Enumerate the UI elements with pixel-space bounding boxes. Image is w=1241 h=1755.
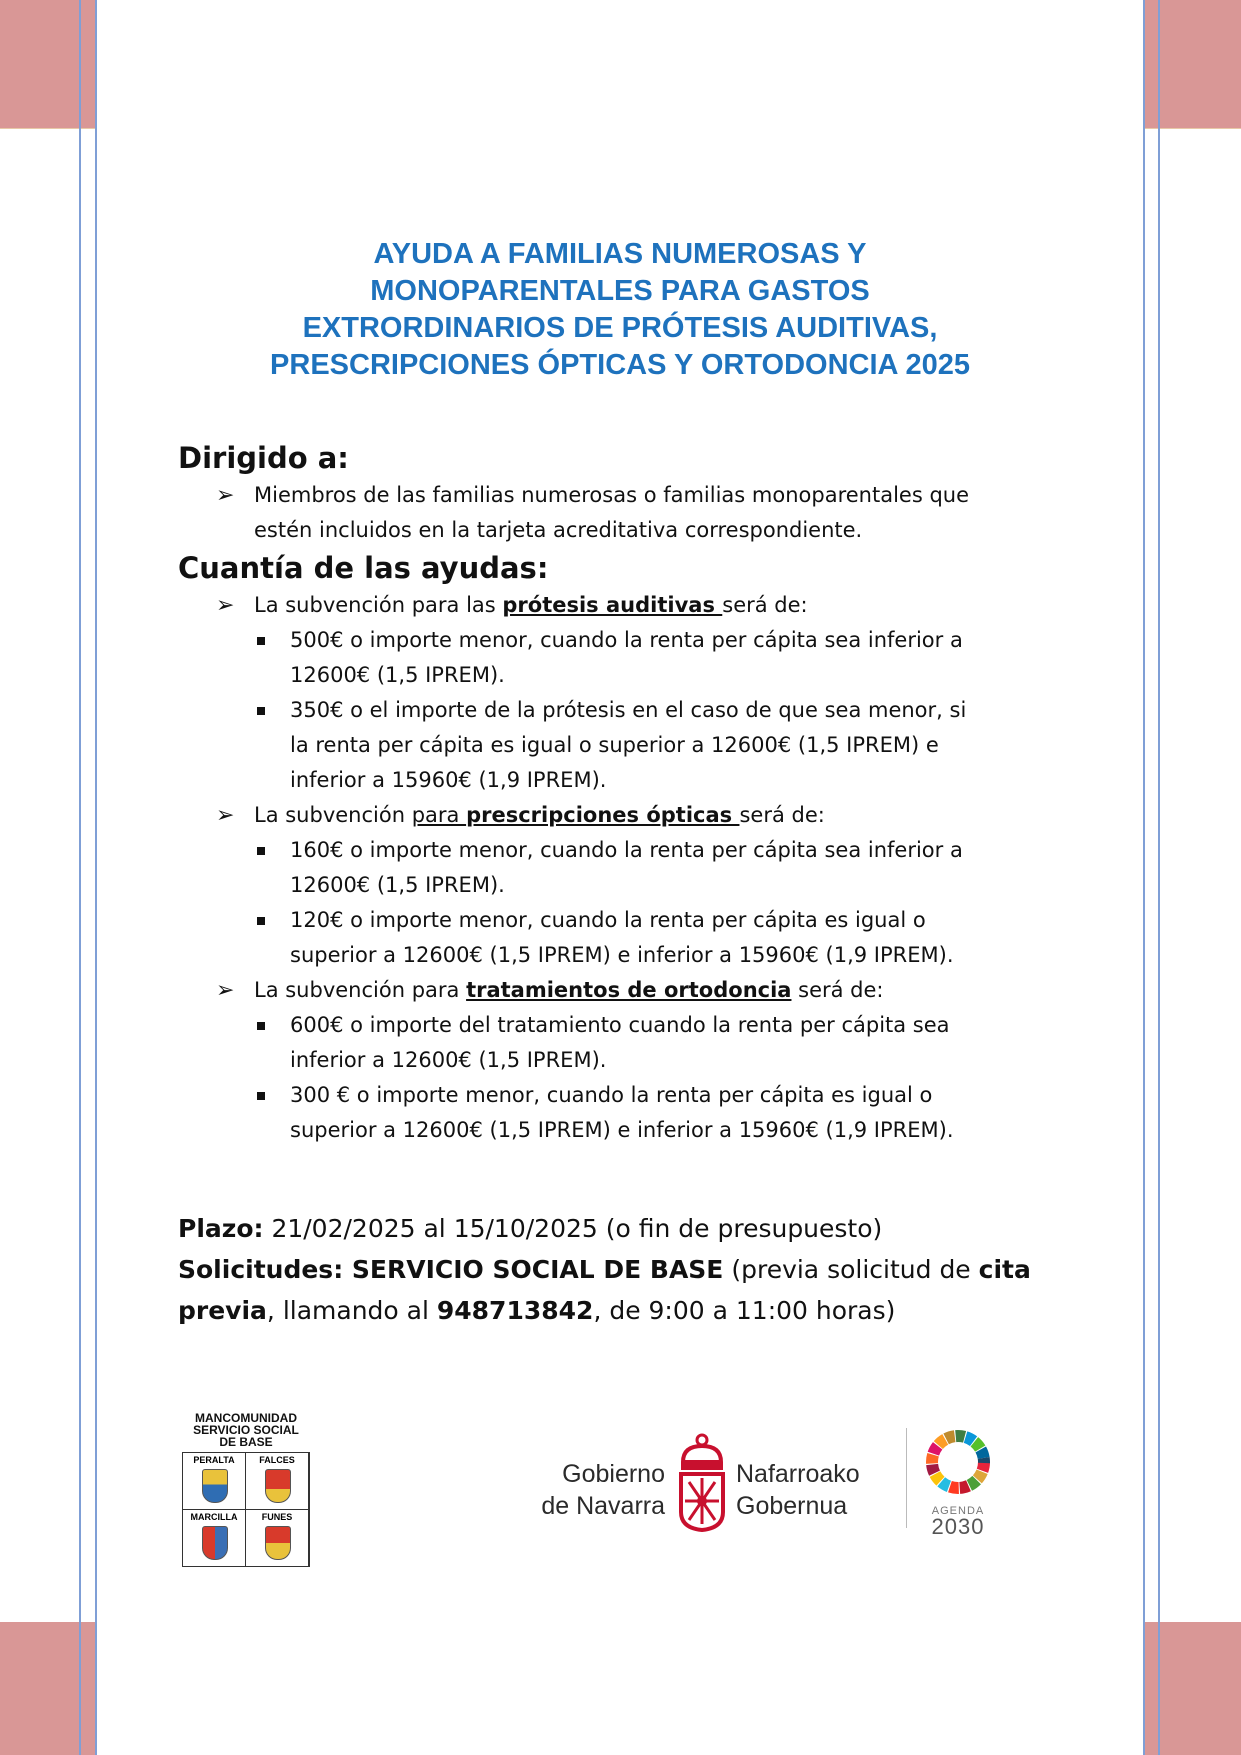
funes-shield-icon [265,1526,291,1560]
list-item-ortodoncia: ➢ La subvención para tratamientos de ortodoncia será de: [178,973,1078,1008]
title-line: AYUDA A FAMILIAS NUMEROSAS Y [373,238,867,270]
sub-list-item: 350€ o el importe de la prótesis en el caso de que sea menor, si la renta per cápita es igual o superior a 12600€ (1,5 IPREM) e inferior a 15960€ (1,9 IPREM). [178,693,1078,798]
section-heading-cuantia: Cuantía de las ayudas: [178,551,549,585]
plazo-solicitudes [178,1208,1078,1331]
main-content [178,440,1078,1148]
list-item: ➢ Miembros de las familias numerosas o familias monoparentales que estén incluidos en la tarjeta acreditativa correspondiente. [178,478,1078,548]
arrow-bullet-icon: ➢ [216,978,235,1003]
arrow-bullet-icon: ➢ [216,483,235,508]
sub-list-item: 120€ o importe menor, cuando la renta per cápita es igual o superior a 12600€ (1,5 IPREM) e inferior a 15960€ (1,9 IPREM). [178,903,1078,973]
square-bullet-icon [257,847,265,855]
section-heading-dirigido: Dirigido a: [178,441,349,475]
sub-list-item: 500€ o importe menor, cuando la renta per cápita sea inferior a 12600€ (1,5 IPREM). [178,623,1078,693]
mancomunidad-logo: MANCOMUNIDAD SERVICIO SOCIAL DE BASE PERALTA FALCES MARCILLA FUNES [182,1412,310,1567]
document-title [120,236,1120,384]
sub-list-item: 300 € o importe menor, cuando la renta per cápita es igual o superior a 12600€ (1,5 IPREM) e inferior a 15960€ (1,9 IPREM). [178,1078,1078,1148]
square-bullet-icon [257,1092,265,1100]
town-cell: FALCES [246,1453,308,1509]
peralta-shield-icon [202,1469,228,1503]
solicitudes-line: Solicitudes: SERVICIO SOCIAL DE BASE (previa solicitud de cita previa, llamando al 948713842, de 9:00 a 11:00 horas) [178,1255,1031,1325]
town-cell: MARCILLA [183,1510,245,1566]
keyword-ortodoncia: tratamientos de ortodoncia [466,978,792,1002]
town-shields-grid [182,1452,310,1567]
gobierno-navarra-logo: Gobierno de Navarra Nafarroako Gobernua [518,1432,888,1532]
keyword-opticas: prescripciones ópticas [466,803,740,827]
title-line: MONOPARENTALES PARA GASTOS [370,275,870,307]
frame-line-left-outer [79,0,81,1755]
falces-shield-icon [265,1469,291,1503]
square-bullet-icon [257,637,265,645]
frame-line-right-outer [1158,0,1160,1755]
title-line: EXTRORDINARIOS DE PRÓTESIS AUDITIVAS, [302,312,938,344]
list-item-protesis: ➢ La subvención para las prótesis auditivas será de: [178,588,1078,623]
title-line: PRESCRIPCIONES ÓPTICAS Y ORTODONCIA 2025 [270,349,970,381]
town-cell: PERALTA [183,1453,245,1509]
sdg-wheel-icon [924,1428,992,1496]
marcilla-shield-icon [202,1526,228,1560]
sub-list-item: 600€ o importe del tratamiento cuando la renta per cápita sea inferior a 12600€ (1,5 IPREM). [178,1008,1078,1078]
square-bullet-icon [257,1022,265,1030]
arrow-bullet-icon: ➢ [216,593,235,618]
keyword-protesis: prótesis auditivas [502,593,723,617]
logo-divider [906,1428,907,1528]
list-item-opticas: ➢ La subvención para prescripciones ópticas será de: [178,798,1078,833]
agenda-2030-logo: AGENDA 2030 [918,1428,998,1528]
plazo-line: Plazo: 21/02/2025 al 15/10/2025 (o fin de presupuesto) [178,1214,883,1243]
navarra-coat-of-arms-icon [673,1432,731,1532]
sub-list-item: 160€ o importe menor, cuando la renta per cápita sea inferior a 12600€ (1,5 IPREM). [178,833,1078,903]
square-bullet-icon [257,707,265,715]
phone-number: 948713842 [436,1296,594,1325]
square-bullet-icon [257,917,265,925]
frame-line-left-inner [95,0,97,1755]
frame-line-right-inner [1143,0,1145,1755]
town-cell: FUNES [246,1510,308,1566]
arrow-bullet-icon: ➢ [216,803,235,828]
